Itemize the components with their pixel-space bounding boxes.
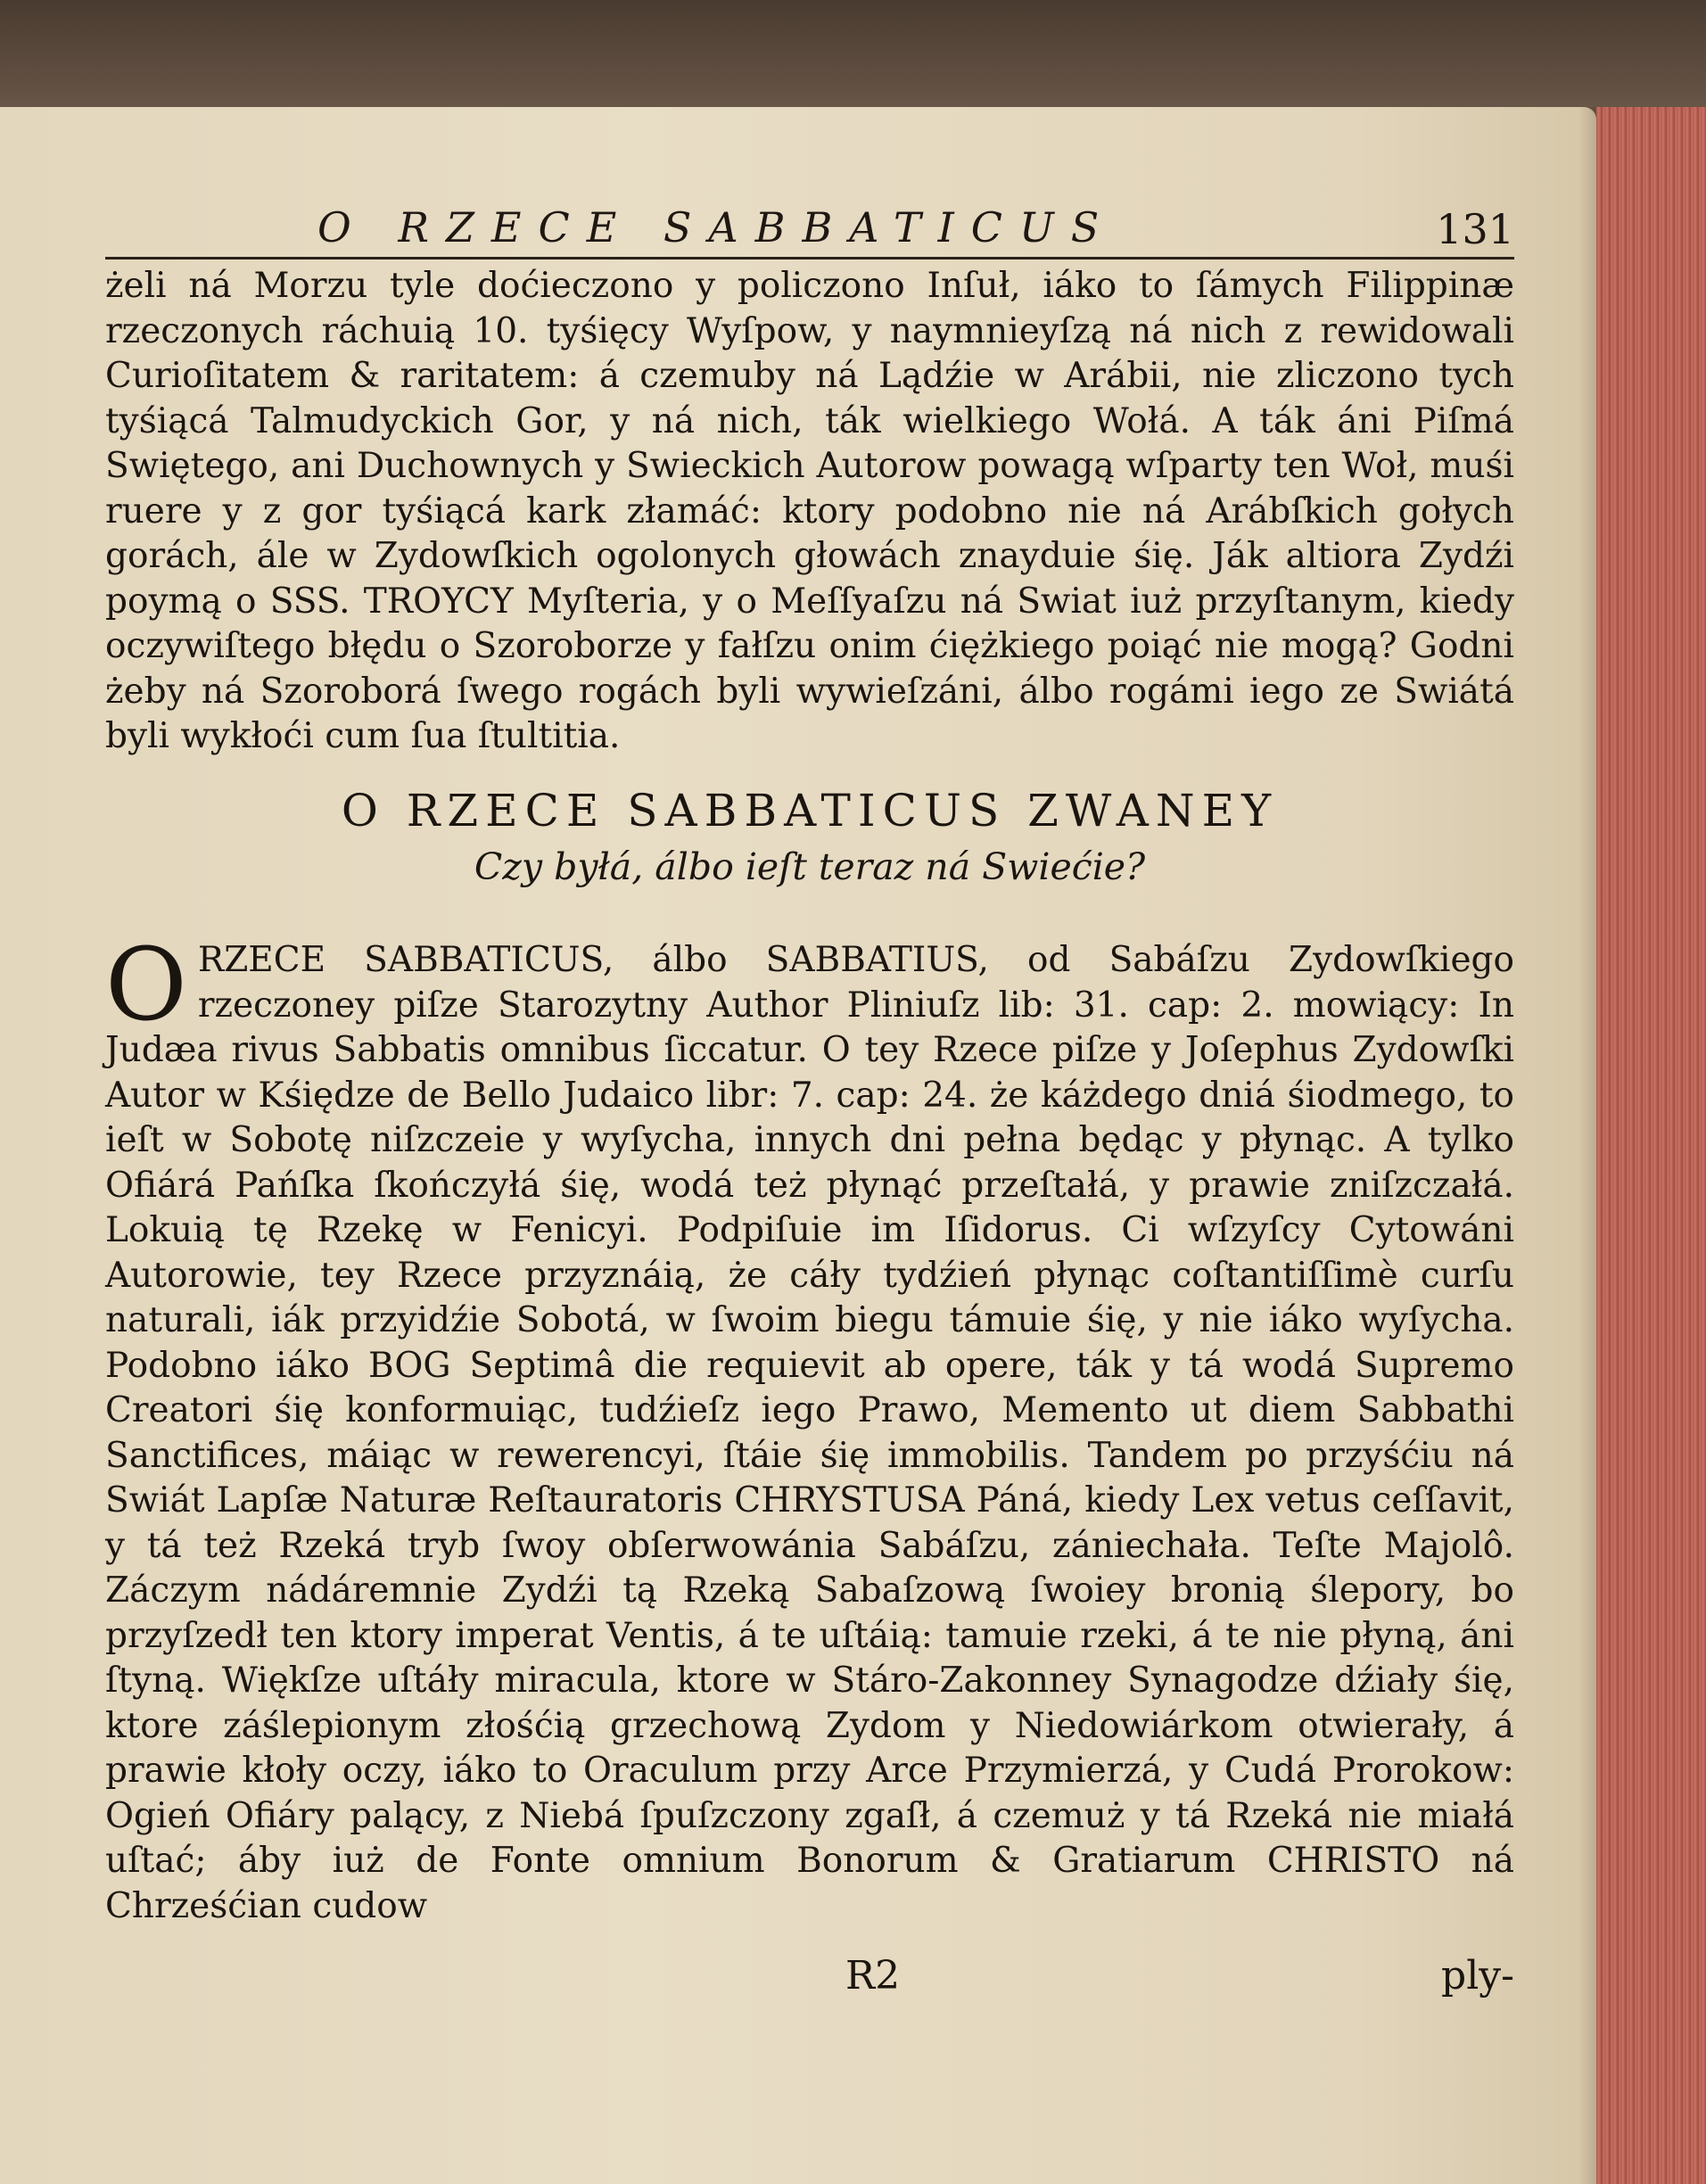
page-number: 131 (1436, 205, 1514, 253)
section-title: O RZECE SABBATICUS ZWANEY (341, 785, 1279, 837)
page-footer (105, 1953, 1514, 2007)
section-subtitle: Czy byłá, álbo ieſt teraz ná Swiećie? (474, 845, 1146, 888)
drop-cap: O (105, 927, 187, 1043)
paragraph-1-text: żeli ná Morzu tyle doćieczono y policzono Inſuł, iáko to ſámych Filippinæ rzeczonych ráchuią 10. tyśięcy Wyſpow, y naymnieyſzą ná nich z rewidowali Curioſitatem & raritatem: á czemuby ná Lądźie w Arábii, nie zliczono tych tyśiącá Talmudyckich Gor, y ná nich, ták wielkiego Wołá. A ták áni Piſmá Swiętego, ani Duchownych y Swieckich Autorow powagą wſparty ten Woł, muśi ruere y z gor tyśiącá kark złamáć: ktory podobno nie ná Arábſkich gołych gorách, ále w Zydowſkich ogolonych głowách znayduie śię. Ják altiora Zydźi poymą o SSS. TROYCY Myſteria, y o Meſſyaſzu ná Swiat iuż przyſtanym, kiedy oczywiſtego błędu o Szoroborze y fałſzu onim ćiężkiego poiąć nie mogą? Godni żeby ná Szoroborá ſwego rogách byli wywieſzáni, álbo rogámi iego ze Swiátá byli wykłoći cum ſua ſtultitia. (105, 266, 1514, 756)
running-title: O RZECE SABBATICUS (317, 203, 1117, 251)
paragraph-main (105, 927, 1514, 1929)
paragraph-continued (105, 264, 1514, 760)
catchword: ply- (1441, 1953, 1514, 1999)
page-edges-red (1596, 107, 1706, 2184)
header-rule (105, 257, 1514, 260)
signature-mark: R2 (845, 1953, 901, 1999)
book-cover-background (0, 0, 1706, 116)
paragraph-2-text: RZECE SABBATICUS, álbo SABBATIUS, od Sabáſzu Zydowſkiego rzeczoney piſze Starozytny Author Pliniuſz lib: 31. cap: 2. mowiący: In Judæa rivus Sabbatis omnibus ſiccatur. O tey Rzece piſze y Joſephus Zydowſki Autor w Kśiędze de Bello Judaico libr: 7. cap: 24. że káżdego dniá śiodmego, to ieſt w Sobotę niſzczeie y wyſycha, innych dni pełna będąc y płynąc. A tylko Ofiárá Pańſka ſkończyłá śię, wodá też płynąć przeſtałá, y prawie zniſzczałá. Lokuią tę Rzekę w Fenicyi. Podpiſuie im Iſidorus. Ci wſzyſcy Cytowáni Autorowie, tey Rzece przyznáią, że cáły tydźień płynąc coſtantiſſimè curſu naturali, iák przyidźie Sobotá, w ſwoim biegu támuie śię, y nie iáko wyſycha. Podobno iáko BOG Septimâ die requievit ab opere, ták y tá wodá Supremo Creatori śię konformuiąc, tudźieſz iego Prawo, Memento ut diem Sabbathi Sanctifices, máiąc w rewerencyi, ſtáie śię immobilis. Tandem po przyśćiu ná Swiát Lapſæ Naturæ Reſtauratoris CHRYSTUSA Páná, kiedy Lex vetus ceſſavit, y tá też Rzeká tryb ſwoy obſerwowánia Sabáſzu, zániechała. Teſte Majolô. Záczym nádáremnie Zydźi tą Rzeką Sabaſzową ſwoiey bronią ślepory, bo przyſzedł ten ktory imperat Ventis, á te uſtáią: tamuie rzeki, á te nie płyną, áni ſtyną. Więkſze uſtáły miracula, ktore w Stáro-Zakonney Synagodze dźiały śię, ktore záślepionym złośćią grzechową Zydom y Niedowiárkom otwierały, á prawie kłoły oczy, iáko to Oraculum przy Arce Przymierzá, y Cudá Prorokow: Ogień Ofiáry palący, z Niebá ſpuſzczony zgaſł, á czemuż y tá Rzeká nie miałá uſtać; áby iuż de Fonte omnium Bonorum & Gratiarum CHRISTO ná Chrześćian cudow (105, 940, 1514, 1926)
